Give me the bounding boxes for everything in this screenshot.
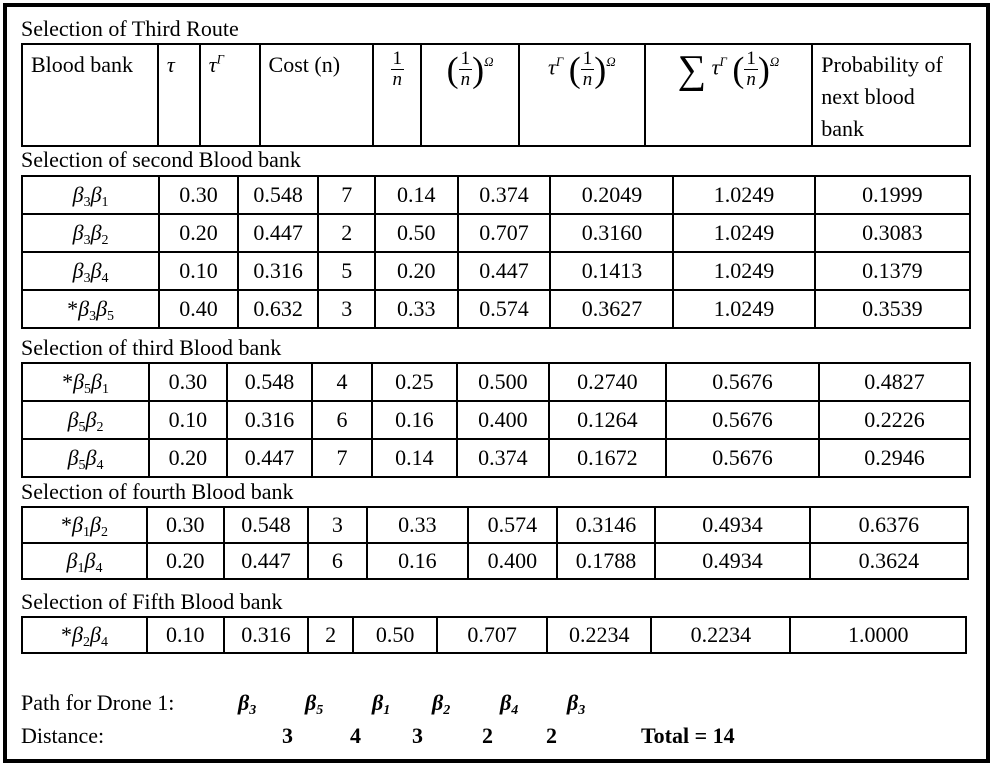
section-table bbox=[21, 362, 971, 478]
cell-cost: 2 bbox=[318, 214, 374, 252]
cell-cost: 6 bbox=[312, 401, 371, 439]
cell-cost: 3 bbox=[318, 290, 374, 328]
header-tau-gamma-exp: Γ bbox=[216, 51, 225, 67]
cell-sum: 1.0249 bbox=[673, 214, 814, 252]
cell-inv: 0.50 bbox=[353, 617, 437, 653]
section-title: Selection of third Blood bank bbox=[21, 335, 282, 360]
cell-tau: 0.30 bbox=[147, 507, 224, 543]
path-node: $\beta_2$ bbox=[432, 690, 451, 718]
tau-label: τ bbox=[711, 54, 720, 80]
gamma-exp: Γ bbox=[719, 54, 727, 70]
cell-prob: 0.3539 bbox=[815, 290, 970, 328]
cell-inv: 0.14 bbox=[375, 176, 458, 214]
table-row bbox=[22, 176, 970, 214]
cell-prob: 0.3624 bbox=[810, 543, 968, 579]
cell-sum: 0.5676 bbox=[666, 401, 819, 439]
cell-prod: 0.3160 bbox=[550, 214, 673, 252]
header-product: $\tau^\Gamma$ ( $\frac{1}{n}$ )$^\Omega$ bbox=[519, 44, 645, 146]
frac-num: 1 bbox=[746, 48, 756, 69]
tau-label: τ bbox=[547, 54, 556, 80]
path-node: $\beta_3$ bbox=[567, 690, 586, 718]
cell-tg: 0.447 bbox=[224, 543, 309, 579]
header-power: ( $\frac{1}{n}$ )$^\Omega$ bbox=[421, 44, 519, 146]
cell-tau: 0.20 bbox=[147, 543, 224, 579]
cell-pow: 0.574 bbox=[468, 507, 557, 543]
cell-pow: 0.707 bbox=[437, 617, 547, 653]
frac-den: n bbox=[460, 69, 471, 90]
cell-cost: 7 bbox=[312, 439, 371, 477]
cell-prob: 0.3083 bbox=[815, 214, 970, 252]
cell-sum: 0.5676 bbox=[666, 363, 819, 401]
cell-pow: 0.707 bbox=[458, 214, 551, 252]
path-line bbox=[21, 690, 586, 718]
distance-total: Total = 14 bbox=[641, 723, 735, 748]
sum-symbol: ∑ bbox=[677, 46, 707, 92]
cell-bank: $*\beta_2\beta_4$ bbox=[22, 617, 147, 653]
cell-tg: 0.316 bbox=[224, 617, 309, 653]
cell-sum: 0.2234 bbox=[651, 617, 790, 653]
cell-tau: 0.30 bbox=[159, 176, 238, 214]
cell-tg: 0.447 bbox=[227, 439, 313, 477]
cell-inv: 0.33 bbox=[367, 507, 469, 543]
cell-prod: 0.1672 bbox=[549, 439, 666, 477]
cell-bank: $\beta_3\beta_2$ bbox=[22, 214, 159, 252]
frac-den: n bbox=[392, 69, 403, 90]
cell-cost: 5 bbox=[318, 252, 374, 290]
cell-bank: $*\beta_5\beta_1$ bbox=[22, 363, 149, 401]
omega-exp: Ω bbox=[606, 54, 616, 70]
header-cost bbox=[260, 44, 374, 146]
cell-prob: 0.1379 bbox=[815, 252, 970, 290]
cell-pow: 0.374 bbox=[457, 439, 549, 477]
distance-value: 3 bbox=[282, 723, 293, 748]
cell-pow: 0.400 bbox=[457, 401, 549, 439]
header-probability bbox=[812, 44, 970, 146]
product-fraction bbox=[581, 49, 595, 90]
path-node: $\beta_4$ bbox=[500, 690, 519, 718]
cell-prob: 1.0000 bbox=[790, 617, 966, 653]
cell-cost: 4 bbox=[312, 363, 371, 401]
section-title: Selection of fourth Blood bank bbox=[21, 479, 294, 504]
table-row bbox=[22, 507, 968, 543]
header-tau-label: τ bbox=[166, 52, 175, 77]
distance-label: Distance: bbox=[21, 723, 105, 748]
cell-tg: 0.548 bbox=[238, 176, 319, 214]
cell-prob: 0.1999 bbox=[815, 176, 970, 214]
cell-sum: 0.4934 bbox=[655, 543, 809, 579]
cell-prod: 0.2234 bbox=[547, 617, 651, 653]
sum-fraction bbox=[744, 49, 758, 90]
header-tau-gamma-base: τ bbox=[208, 52, 217, 77]
cell-tau: 0.10 bbox=[149, 401, 227, 439]
inverse-cost-fraction bbox=[391, 49, 405, 90]
distance-value: 2 bbox=[482, 723, 493, 748]
cell-prod: 0.2740 bbox=[549, 363, 666, 401]
table-row bbox=[22, 401, 970, 439]
distance-value: 4 bbox=[350, 723, 361, 748]
cell-tau: 0.10 bbox=[147, 617, 224, 653]
table-row bbox=[22, 439, 970, 477]
path-node: $\beta_3$ bbox=[238, 690, 257, 718]
table-title: Selection of Third Route bbox=[21, 16, 239, 41]
cell-pow: 0.374 bbox=[458, 176, 551, 214]
cell-pow: 0.400 bbox=[468, 543, 557, 579]
header-cost-label: Cost (n) bbox=[268, 52, 341, 77]
cell-tg: 0.548 bbox=[227, 363, 313, 401]
table-row bbox=[22, 617, 966, 653]
cell-prod: 0.1788 bbox=[557, 543, 656, 579]
cell-tau: 0.20 bbox=[149, 439, 227, 477]
cell-cost: 2 bbox=[308, 617, 353, 653]
cell-pow: 0.500 bbox=[457, 363, 549, 401]
section-table bbox=[21, 616, 967, 654]
cell-bank: $\beta_3\beta_1$ bbox=[22, 176, 159, 214]
distance-line bbox=[21, 723, 971, 749]
cell-inv: 0.14 bbox=[372, 439, 457, 477]
cell-prod: 0.3627 bbox=[550, 290, 673, 328]
gamma-exp: Γ bbox=[555, 54, 564, 70]
cell-bank: $*\beta_3\beta_5$ bbox=[22, 290, 159, 328]
cell-bank: $\beta_5\beta_4$ bbox=[22, 439, 149, 477]
cell-tau: 0.30 bbox=[149, 363, 227, 401]
header-blood-bank bbox=[22, 44, 158, 146]
frac-num: 1 bbox=[460, 48, 471, 69]
table-row bbox=[22, 290, 970, 328]
table-row bbox=[22, 543, 968, 579]
cell-sum: 0.5676 bbox=[666, 439, 819, 477]
cell-prob: 0.2226 bbox=[819, 401, 970, 439]
cell-inv: 0.25 bbox=[372, 363, 457, 401]
frac-den: n bbox=[746, 69, 756, 90]
cell-sum: 1.0249 bbox=[673, 176, 814, 214]
cell-prod: 0.1413 bbox=[550, 252, 673, 290]
frac-den: n bbox=[582, 69, 593, 90]
cell-cost: 7 bbox=[318, 176, 374, 214]
cell-prob: 0.6376 bbox=[810, 507, 968, 543]
cell-tau: 0.10 bbox=[159, 252, 238, 290]
cell-cost: 3 bbox=[308, 507, 366, 543]
cell-cost: 6 bbox=[308, 543, 366, 579]
cell-pow: 0.574 bbox=[458, 290, 551, 328]
header-inverse-cost bbox=[373, 44, 421, 146]
cell-bank: $\beta_1\beta_4$ bbox=[22, 543, 147, 579]
table-row bbox=[22, 363, 970, 401]
path-node: $\beta_1$ bbox=[372, 690, 391, 718]
omega-exp: Ω bbox=[484, 54, 494, 70]
header-table bbox=[21, 43, 971, 147]
omega-exp: Ω bbox=[769, 54, 780, 70]
section-title: Selection of second Blood bank bbox=[21, 147, 301, 172]
distance-value: 3 bbox=[412, 723, 423, 748]
cell-tg: 0.548 bbox=[224, 507, 309, 543]
cell-prod: 0.3146 bbox=[557, 507, 656, 543]
cell-pow: 0.447 bbox=[458, 252, 551, 290]
cell-bank: $\beta_5\beta_2$ bbox=[22, 401, 149, 439]
cell-prob: 0.4827 bbox=[819, 363, 970, 401]
cell-prod: 0.1264 bbox=[549, 401, 666, 439]
cell-sum: 1.0249 bbox=[673, 252, 814, 290]
power-fraction bbox=[459, 49, 473, 90]
cell-inv: 0.50 bbox=[375, 214, 458, 252]
cell-tg: 0.316 bbox=[238, 252, 319, 290]
section-table bbox=[21, 175, 971, 329]
table-row bbox=[22, 214, 970, 252]
cell-inv: 0.16 bbox=[367, 543, 469, 579]
header-tau bbox=[158, 44, 200, 146]
frac-num: 1 bbox=[582, 48, 593, 69]
cell-prob: 0.2946 bbox=[819, 439, 970, 477]
header-sum: ∑ $\tau^\Gamma$ ( $\frac{1}{n}$ )$^\Omega$ bbox=[645, 44, 813, 146]
cell-tg: 0.316 bbox=[227, 401, 313, 439]
cell-inv: 0.16 bbox=[372, 401, 457, 439]
cell-tau: 0.20 bbox=[159, 214, 238, 252]
cell-bank: $\beta_3\beta_4$ bbox=[22, 252, 159, 290]
section-title: Selection of Fifth Blood bank bbox=[21, 589, 283, 614]
path-label: Path for Drone 1: bbox=[21, 690, 175, 715]
cell-sum: 0.4934 bbox=[655, 507, 809, 543]
header-blood-bank-label: Blood bank bbox=[31, 52, 134, 77]
frac-num: 1 bbox=[392, 48, 403, 69]
table-row bbox=[22, 252, 970, 290]
cell-bank: $*\beta_1\beta_2$ bbox=[22, 507, 147, 543]
section-table bbox=[21, 506, 969, 580]
cell-sum: 1.0249 bbox=[673, 290, 814, 328]
distance-value: 2 bbox=[546, 723, 557, 748]
header-probability-label: Probability of next blood bank bbox=[821, 52, 943, 141]
path-node: $\beta_5$ bbox=[305, 690, 324, 718]
cell-tg: 0.447 bbox=[238, 214, 319, 252]
cell-inv: 0.33 bbox=[375, 290, 458, 328]
cell-prod: 0.2049 bbox=[550, 176, 673, 214]
cell-inv: 0.20 bbox=[375, 252, 458, 290]
cell-tg: 0.632 bbox=[238, 290, 319, 328]
cell-tau: 0.40 bbox=[159, 290, 238, 328]
header-tau-gamma bbox=[200, 44, 260, 146]
